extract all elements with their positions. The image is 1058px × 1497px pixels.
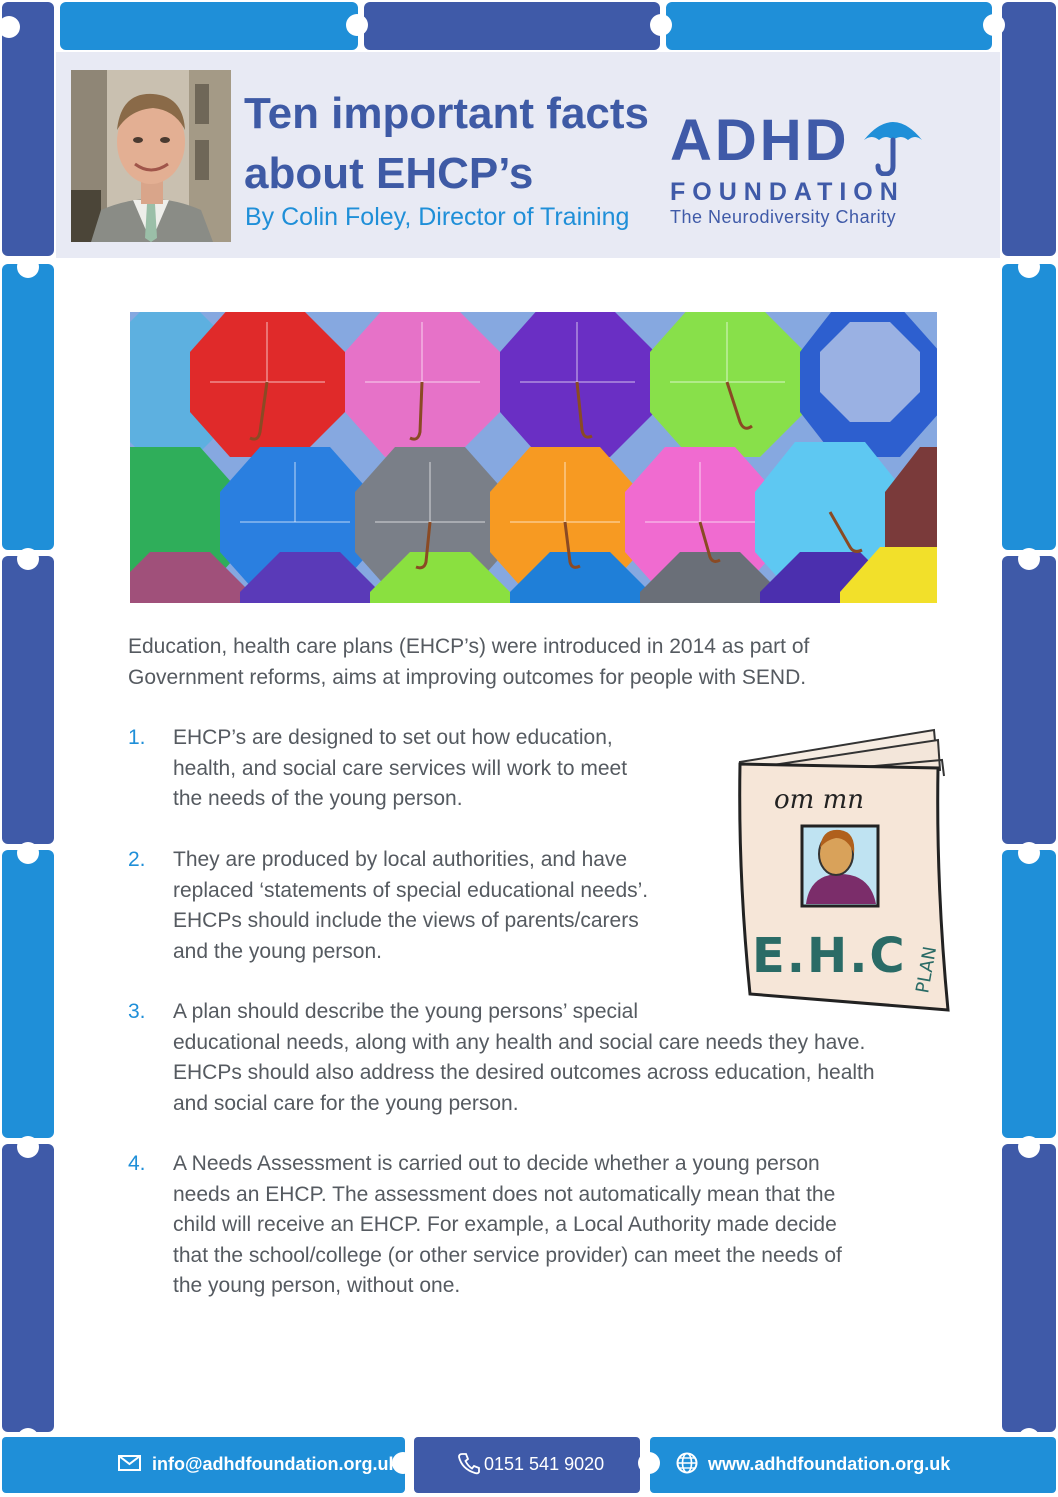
footer-phone-link[interactable]: 0151 541 9020 <box>484 1454 605 1474</box>
frame-piece-right-1 <box>1002 2 1056 256</box>
frame-piece-left-3 <box>2 556 54 844</box>
logo-tagline: The Neurodiversity Charity <box>670 207 897 227</box>
book-scribble: om mn <box>774 785 864 815</box>
page-title-line-1: Ten important facts <box>244 89 650 138</box>
frame-knob <box>650 14 672 36</box>
frame-piece-right-2 <box>1002 264 1056 550</box>
frame-knob <box>638 1452 660 1474</box>
intro-paragraph: Education, health care plans (EHCP’s) were introduced in 2014 as part of Government reforms, aims at improving outcomes for people with SEND. <box>128 635 810 689</box>
frame-knob <box>1018 842 1040 864</box>
fact-line: A Needs Assessment is carried out to decide whether a young person <box>173 1152 820 1175</box>
fact-number: 3. <box>128 1000 146 1023</box>
frame-piece-left-2 <box>2 264 54 550</box>
frame-knob <box>983 14 1005 36</box>
book-plan-label: PLAN <box>912 944 942 995</box>
frame-piece-right-5 <box>1002 1144 1056 1432</box>
fact-line: and social care for the young person. <box>173 1091 519 1115</box>
frame-piece-top-1 <box>60 2 358 50</box>
frame-piece-top-3 <box>666 2 992 50</box>
fact-number: 4. <box>128 1152 146 1175</box>
adhd-foundation-logo <box>668 106 930 230</box>
page-title <box>244 84 664 204</box>
fact-number: 2. <box>128 848 146 871</box>
fact-line: They are produced by local authorities, and have <box>173 848 628 871</box>
fact-item-2 <box>128 845 708 970</box>
author-photo <box>71 70 231 242</box>
fact-line: the young person, without one. <box>173 1274 461 1297</box>
fact-line: and the young person. <box>173 939 382 963</box>
frame-knob <box>17 1136 39 1158</box>
envelope-icon <box>117 1451 143 1475</box>
frame-knob <box>17 548 39 570</box>
fact-line: educational needs, along with any health and social care needs they have. <box>173 1030 866 1054</box>
umbrella-icon <box>860 110 926 176</box>
logo-wordmark: ADHD <box>670 108 850 173</box>
frame-piece-left-5 <box>2 1144 54 1432</box>
globe-icon <box>675 1451 701 1475</box>
frame-knob <box>1018 548 1040 570</box>
author-byline: By Colin Foley, Director of Training <box>245 203 630 231</box>
frame-piece-left-4 <box>2 850 54 1138</box>
logo-foundation-text: FOUNDATION <box>670 178 905 206</box>
frame-knob <box>17 256 39 278</box>
umbrellas-hero-image <box>130 312 937 603</box>
page-title-line-2: about EHCP’s <box>244 149 534 198</box>
fact-line: needs an EHCP. The assessment does not automatically mean that the <box>173 1182 836 1206</box>
frame-piece-right-3 <box>1002 556 1056 844</box>
fact-item-1 <box>128 723 688 818</box>
fact-line: health, and social care services will work to meet <box>173 756 628 780</box>
fact-line: the needs of the young person. <box>173 787 463 810</box>
frame-knob <box>1018 256 1040 278</box>
fact-line: EHCP’s are designed to set out how education, <box>173 726 613 749</box>
frame-piece-left-1 <box>2 2 54 256</box>
frame-knob <box>346 14 368 36</box>
frame-knob <box>1018 1136 1040 1158</box>
fact-item-4 <box>128 1149 928 1304</box>
fact-line: A plan should describe the young persons’ special <box>173 1000 639 1023</box>
phone-icon <box>456 1451 482 1475</box>
frame-piece-right-4 <box>1002 850 1056 1138</box>
fact-line: child will receive an EHCP. For example, a Local Authority made decide <box>173 1213 837 1236</box>
frame-piece-top-2 <box>364 2 660 50</box>
footer-website-link[interactable]: www.adhdfoundation.org.uk <box>708 1454 951 1474</box>
footer-email-link[interactable]: info@adhdfoundation.org.uk <box>152 1454 399 1474</box>
fact-line: that the school/college (or other service provider) can meet the needs of <box>173 1243 842 1267</box>
fact-line: EHCPs should also address the desired outcomes across education, health <box>173 1061 875 1084</box>
fact-line: EHCPs should include the views of parents/carers <box>173 909 639 932</box>
frame-knob <box>17 842 39 864</box>
fact-line: replaced ‘statements of special educational needs’. <box>173 878 649 902</box>
ehc-plan-booklet-illustration <box>730 724 952 1016</box>
book-label: E.H.C <box>752 928 907 984</box>
fact-number: 1. <box>128 726 146 749</box>
